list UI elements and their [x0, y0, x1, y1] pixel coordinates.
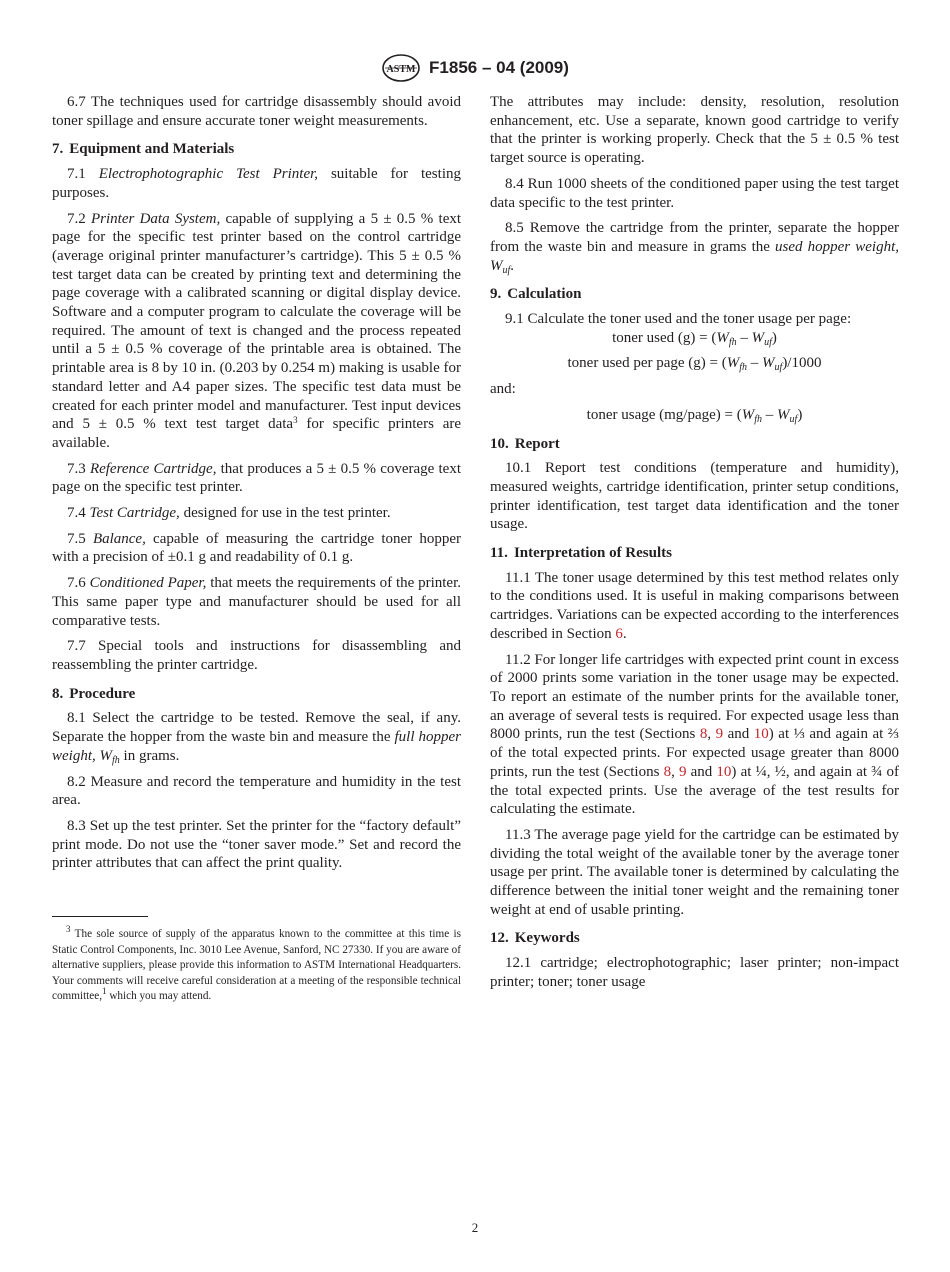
equation-toner-used: toner used $(g) = (W_{fh} - W_{uf})$ [612, 329, 777, 348]
paragraph-8-1: 8.1 Select the cartridge to be tested. Remove the seal, if any. Separate the hopper from the waste bin and measure the full hopper weight, $W_{fh}$ in grams. [52, 710, 462, 766]
section-9-heading: 9. Calculation [490, 286, 582, 303]
section-7-heading: 7. Equipment and Materials [52, 141, 235, 158]
section-12-heading: 12. Keywords [490, 930, 580, 947]
paragraph-7-6: 7.6 Conditioned Paper, that meets the requirements of the printer. This same paper type and manufacturer should be used for all comparative tests. [52, 575, 462, 629]
paragraph-12-1: 12.1 cartridge; electrophotographic; laser printer; non-impact printer; toner; toner usage [490, 955, 899, 990]
right-column [490, 93, 899, 999]
paragraph-7-5: 7.5 Balance, capable of measuring the cartridge toner hopper with a precision of ±0.1 g and readability of 0.1 g. [52, 530, 462, 566]
left-column [52, 93, 461, 880]
section-9-link[interactable]: 9 [678, 763, 687, 780]
logo-text: ASTM [386, 64, 416, 75]
paragraph-7-1: 7.1 Electrophotographic Test Printer, suitable for testing purposes. [52, 166, 461, 201]
footnote-ref-3: 3 [293, 415, 298, 426]
paragraph-8-4: 8.4 Run 1000 sheets of the conditioned paper using the test target data specific to the test printer. [490, 175, 899, 211]
equation-connector: and: [490, 381, 516, 398]
paragraph-6-7: 6.7 The techniques used for cartridge disassembly should avoid toner spillage and ensure accurate toner weight measurements. [52, 94, 461, 129]
paragraph-10-1: 10.1 Report test conditions (temperature and humidity), measured weights, cartridge identification, printer setup conditions, printer identification, test target data identification and the toner usage. [490, 460, 899, 533]
paragraph-7-2: 7.2 Printer Data System, capable of supplying a 5 ± 0.5 % text page for the specific test printer based on the control cartridge (average original printer manufacturer’s cartridge). This 5 ± 0.5 % test target data can be created by printing text and determining the page coverage with a calibrated scanning or digital display device. Software and a computer program to calculate the coverage will be required. The amount of text is changed and the process repeated until a 5 ± 0.5 % coverage of the printable area is obtained. The printable area is 8 by 10 in. (0.203 by 0.254 m) making is usable for standard letter and A4 paper sizes. The specific test data must be created for each printer model and manufacturer. Test input devices and 5 ± 0.5 % text test target data$^3$ for specific printers are available. [52, 210, 462, 451]
section-6-link[interactable]: 6 [615, 625, 623, 642]
section-11-heading: 11. Interpretation of Results [490, 545, 672, 562]
paragraph-11-1: 11.1 The toner usage determined by this test method relates only to the conditions used. It is useful in making comparisons between cartridges. Variations can be expected according to the interferences described in Section 6. [490, 569, 899, 642]
section-8-heading: 8. Procedure [52, 685, 136, 702]
section-10-link[interactable]: 10 [753, 726, 769, 743]
section-9-link[interactable]: 9 [715, 726, 724, 743]
section-10-link[interactable]: 10 [716, 763, 732, 780]
page-number: 2 [471, 1220, 479, 1235]
footnote-3: $^3$ The sole source of supply of the apparatus known to the committee at this time is Static Control Components, Inc. 3010 Lee Avenue, Sanford, NC 27330. If you are aware of alternative suppliers, please provide this information to ASTM International Headquarters. Your comments will receive careful consideration at a meeting of the responsible technical committee,$^1$ which you may attend. [52, 924, 461, 1002]
paragraph-7-3: 7.3 Reference Cartridge, that produces a 5 ± 0.5 % coverage text page on the specific test printer. [52, 460, 462, 496]
footnote-divider [52, 916, 148, 917]
section-8-link[interactable]: 8 [663, 763, 672, 780]
paragraph-9-1: 9.1 Calculate the toner used and the toner usage per page: [505, 311, 852, 328]
section-8-link[interactable]: 8 [699, 726, 708, 743]
paragraph-8-5: 8.5 Remove the cartridge from the printer, separate the hopper from the waste bin and measure in grams the used hopper weight, $W_{uf}$. [490, 220, 899, 276]
section-10-heading: 10. Report [490, 435, 560, 452]
paragraph-8-3-continued: The attributes may include: density, resolution, resolution enhancement, etc. Use a separate, known good cartridge to verify that the printer is working properly. Check that the 5 ± 0.5 % test target source is operating. [490, 94, 899, 167]
equation-toner-usage: toner usage (mg/page) = $(W_{fh} - W_{uf})$ [586, 406, 803, 425]
page-header [0, 50, 950, 86]
equation-toner-used-per-page: toner used per page $(g) = (W_{fh} - W_{uf})/1000$ [567, 355, 822, 374]
paragraph-8-3: 8.3 Set up the test printer. Set the printer for the “factory default” print mode. Do not use the “toner saver mode.” Set and record the printer attributes that can affect the print quality. [52, 817, 461, 872]
paragraph-7-7: 7.7 Special tools and instructions for disassembling and reassembling the printer cartridge. [52, 638, 461, 673]
paragraph-7-4: 7.4 Test Cartridge, designed for use in the test printer. [67, 505, 391, 522]
document-id: F1856 – 04 (2009) [429, 58, 569, 77]
paragraph-11-2: 11.2 For longer life cartridges with expected print count in excess of 2000 prints some variation in the toner usage may be expected. To report an estimate of the number prints for the available toner, an average of several tests is required. For expected usage less than 8000 prints, run the test (Sections 8, 9 and 10) at ⅓ and again at ⅔ of the total expected prints. For expected usage greater than 8000 prints, run the test (Sections 8, 9 and 10) at ¼, ½, and again at ¾ of the total expected prints. Use the average of the test results for calculating the estimate. [490, 651, 900, 818]
paragraph-8-2: 8.2 Measure and record the temperature and humidity in the test area. [52, 773, 461, 809]
astm-logo-icon [381, 53, 421, 83]
paragraph-11-3: 11.3 The average page yield for the cartridge can be estimated by dividing the total weight of the available toner by the average toner usage per print. The available toner is determined by calculating the difference between the initial toner weight and the remaining toner weight at end of usable printing. [490, 826, 899, 918]
